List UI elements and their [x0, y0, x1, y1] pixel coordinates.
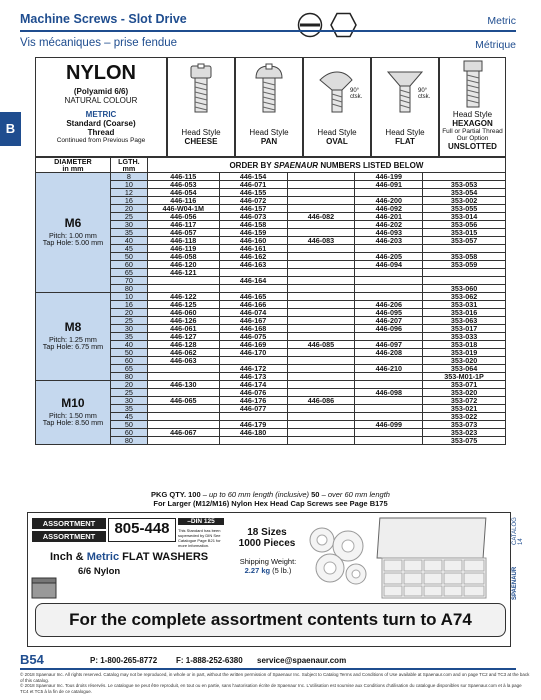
assortment-title: Inch & Metric FLAT WASHERS	[50, 551, 209, 563]
part-number-cell: 446-163	[219, 261, 287, 269]
part-number-table	[35, 157, 506, 445]
head-style-label: Head Style	[452, 110, 493, 119]
part-number-cell: 353-058	[423, 253, 506, 261]
length-cell: 50	[110, 421, 147, 429]
part-number-cell	[355, 285, 423, 293]
product-thread: Standard (Coarse)	[66, 119, 136, 128]
head-style-hexagon	[439, 57, 506, 157]
part-number-cell: 446-060	[147, 309, 219, 317]
part-number-cell: 446-061	[147, 325, 219, 333]
head-style-name: CHEESE	[184, 137, 218, 146]
length-cell: 80	[110, 285, 147, 293]
part-number-cell: 353-021	[423, 405, 506, 413]
size-group-cell	[36, 173, 111, 293]
length-cell: 10	[110, 181, 147, 189]
length-cell: 80	[110, 437, 147, 445]
part-number-cell	[355, 437, 423, 445]
part-number-cell	[287, 349, 355, 357]
part-number-cell: 446-179	[219, 421, 287, 429]
part-number-cell: 446-083	[287, 237, 355, 245]
part-number-cell: 353-063	[423, 317, 506, 325]
length-cell: 60	[110, 261, 147, 269]
length-cell: 50	[110, 253, 147, 261]
part-number-cell: 446-096	[355, 325, 423, 333]
part-number-cell	[287, 429, 355, 437]
part-number-cell: 446-166	[219, 301, 287, 309]
assortment-labels	[32, 518, 106, 542]
part-number-cell: 446-154	[219, 173, 287, 181]
part-number-cell: 446-122	[147, 293, 219, 301]
part-number-cell: 446-076	[219, 389, 287, 397]
head-style-name2: UNSLOTTED	[448, 142, 497, 151]
part-number-cell	[287, 365, 355, 373]
part-number-cell	[287, 261, 355, 269]
part-number-cell: 353-072	[423, 397, 506, 405]
part-number-cell: 446-169	[219, 341, 287, 349]
head-style-oval	[303, 57, 371, 157]
part-number-cell: 446-205	[355, 253, 423, 261]
part-number-cell	[147, 405, 219, 413]
part-number-cell: 446-057	[147, 229, 219, 237]
part-number-cell: 446-170	[219, 349, 287, 357]
length-cell: 10	[110, 293, 147, 301]
length-cell: 50	[110, 349, 147, 357]
metric-label: Metric	[487, 15, 516, 27]
pkg-qty-note: PKG QTY. 100 – up to 60 mm length (inclusive) 50 – over 60 mm length	[151, 490, 390, 499]
part-number-cell	[287, 405, 355, 413]
part-number-cell: 446-125	[147, 301, 219, 309]
part-number-cell	[287, 181, 355, 189]
part-number-cell: 446-097	[355, 341, 423, 349]
page-number: B54	[20, 652, 44, 667]
part-number-cell: 353-022	[423, 413, 506, 421]
header-divider	[20, 30, 516, 32]
part-number-cell: 446-159	[219, 229, 287, 237]
hex-screw-icon	[440, 58, 505, 110]
part-number-cell: 446-092	[355, 205, 423, 213]
part-number-cell	[287, 381, 355, 389]
case-icon	[31, 577, 57, 599]
hex-head-icon	[330, 12, 357, 38]
tap-hole: Tap Hole: 8.50 mm	[42, 417, 104, 427]
part-number-cell: 446-072	[219, 197, 287, 205]
part-number-cell	[287, 189, 355, 197]
length-cell: 40	[110, 341, 147, 349]
product-thread2: Thread	[87, 128, 115, 137]
part-number-cell: 446-162	[219, 253, 287, 261]
part-number-cell	[355, 405, 423, 413]
head-style-name: OVAL	[326, 137, 348, 146]
angle-note: 90° ctsk.	[418, 88, 431, 100]
washer-illustration	[300, 522, 375, 592]
head-style-name: FLAT	[395, 137, 415, 146]
part-number-cell: 353-018	[423, 341, 506, 349]
part-number-cell: 446-157	[219, 205, 287, 213]
head-style-pan	[235, 57, 303, 157]
part-number-cell: 353-075	[423, 437, 506, 445]
part-number-cell: 446-053	[147, 181, 219, 189]
head-style-label: Head Style	[317, 128, 357, 137]
part-number-cell	[147, 365, 219, 373]
part-number-cell	[355, 277, 423, 285]
part-number-cell: 353-019	[423, 349, 506, 357]
part-number-cell	[423, 269, 506, 277]
part-number-cell: 353-033	[423, 333, 506, 341]
head-style-name: HEXAGON	[452, 119, 493, 128]
din-badge: –DIN 125	[178, 518, 224, 525]
part-number-cell	[287, 277, 355, 285]
part-number-cell: 446-200	[355, 197, 423, 205]
product-colour: NATURAL COLOUR	[64, 96, 138, 105]
part-number-cell: 353-014	[423, 213, 506, 221]
part-number-cell	[287, 357, 355, 365]
head-style-flat	[371, 57, 439, 157]
copyright: © 2018 Spaenaur Inc. All rights reserved. Catalog may not be reproduced, in whole or in part, without the written permission of Spaenaur Inc. Subject to Catalog Terms and Conditions of Use available at Spaenaur.com and on page TC2 and TC3 at the back of this catalog. © 2018 Spaenaur Inc. Tous droits réservés. Le catalogue ne peut être reproduit, en tout ou en partie, sans l'autorisation écrite de Spaenaur Inc. L'utilisation est soumise aux Conditions d'utilisation du catalogue disponibles sur Spaenaur.com et à la page TC4 et TC5 à la fin de ce catalogue.	[20, 672, 530, 694]
part-number-cell	[287, 253, 355, 261]
part-number-cell: 446-082	[287, 213, 355, 221]
col-order-by: ORDER BY SPAENAUR NUMBERS LISTED BELOW	[147, 158, 505, 173]
length-cell: 30	[110, 221, 147, 229]
col-diameter: DIAMETER in mm	[36, 158, 111, 173]
angle-note: 90° ctsk.	[350, 88, 363, 100]
head-style-label: Head Style	[385, 128, 425, 137]
part-number-cell: 446-201	[355, 213, 423, 221]
part-number-cell: 353-020	[423, 357, 506, 365]
part-number-cell: 353-073	[423, 421, 506, 429]
brand-label: SPAENAUR	[512, 566, 518, 600]
part-number-cell: 446-058	[147, 253, 219, 261]
pan-screw-icon	[236, 58, 302, 128]
part-number-cell	[355, 373, 423, 381]
continued-note: Continued from Previous Page	[56, 137, 146, 144]
part-number-cell	[287, 413, 355, 421]
part-number-cell	[287, 269, 355, 277]
part-number-cell: 446-165	[219, 293, 287, 301]
length-cell: 40	[110, 237, 147, 245]
part-number-cell	[287, 437, 355, 445]
part-number-cell	[287, 325, 355, 333]
thread-size: M10	[61, 395, 85, 410]
part-number-cell	[287, 245, 355, 253]
part-number-cell: 446-160	[219, 237, 287, 245]
part-number-cell: 353-031	[423, 301, 506, 309]
length-cell: 20	[110, 309, 147, 317]
part-number-cell	[287, 173, 355, 181]
part-number-cell: 446-203	[355, 237, 423, 245]
part-number-cell: 353-054	[423, 189, 506, 197]
size-group-cell	[36, 293, 111, 381]
part-number-cell: 446-121	[147, 269, 219, 277]
part-number-cell: 446-117	[147, 221, 219, 229]
catalog-label: CATALOG 14	[512, 517, 524, 545]
part-number-cell: 446-168	[219, 325, 287, 333]
part-number-cell	[147, 413, 219, 421]
part-number-cell: 353-016	[423, 309, 506, 317]
size-group-cell	[36, 381, 111, 445]
length-cell: 20	[110, 205, 147, 213]
part-number-cell	[147, 437, 219, 445]
pitch: Pitch: 1.50 mm	[48, 410, 97, 420]
part-number-cell: 446-062	[147, 349, 219, 357]
length-cell: 12	[110, 189, 147, 197]
thread-size: M8	[64, 319, 82, 334]
part-number-cell: 353-053	[423, 181, 506, 189]
part-number-cell: 446-167	[219, 317, 287, 325]
fax[interactable]: F: 1-888-252-6380	[176, 656, 243, 665]
hex-note: Full or Partial Thread Our Option	[442, 128, 503, 142]
part-number-cell	[147, 277, 219, 285]
table-row	[36, 173, 506, 181]
part-number-cell: 446-155	[219, 189, 287, 197]
table-header-row	[36, 158, 506, 173]
length-cell: 35	[110, 405, 147, 413]
length-cell: 35	[110, 333, 147, 341]
part-number-cell: 353-060	[423, 285, 506, 293]
part-number-cell: 446-116	[147, 197, 219, 205]
assortment-material: 6/6 Nylon	[78, 566, 121, 577]
product-system: METRIC	[85, 110, 117, 119]
head-style-label: Head Style	[249, 128, 289, 137]
part-number-cell: 446-067	[147, 429, 219, 437]
part-number-cell: 446-085	[287, 341, 355, 349]
part-number-cell: 446-094	[355, 261, 423, 269]
part-number-cell: 446-206	[355, 301, 423, 309]
part-number-cell	[287, 197, 355, 205]
part-number-cell: 446-063	[147, 357, 219, 365]
head-style-name: PAN	[260, 137, 278, 146]
part-number-cell: 353-055	[423, 205, 506, 213]
part-number-cell: 353-017	[423, 325, 506, 333]
length-cell: 60	[110, 357, 147, 365]
part-number-cell: 446-172	[219, 365, 287, 373]
part-number-cell: 446-128	[147, 341, 219, 349]
metric-label-fr: Métrique	[475, 39, 516, 51]
length-cell: 20	[110, 381, 147, 389]
slot-drive-icon	[297, 12, 323, 38]
product-material: (Polyamid 6/6)	[73, 87, 129, 96]
length-cell: 45	[110, 245, 147, 253]
part-number-cell: 446-210	[355, 365, 423, 373]
length-cell: 8	[110, 173, 147, 181]
part-number-cell: 353-002	[423, 197, 506, 205]
part-number-cell: 446-180	[219, 429, 287, 437]
length-cell: 25	[110, 317, 147, 325]
part-number-cell	[355, 429, 423, 437]
length-cell: 65	[110, 365, 147, 373]
part-number-cell: 446-077	[219, 405, 287, 413]
part-number-cell	[287, 373, 355, 381]
assortment-sizes: 18 Sizes 1000 Pieces	[238, 527, 296, 549]
pitch: Pitch: 1.00 mm	[48, 230, 97, 240]
part-number-cell: 446-164	[219, 277, 287, 285]
part-number-cell: 446-207	[355, 317, 423, 325]
part-number-cell	[287, 293, 355, 301]
larger-sizes-note: For Larger (M12/M16) Nylon Hex Head Cap Screws see Page B175	[153, 499, 388, 508]
part-number-cell	[355, 397, 423, 405]
length-cell: 30	[110, 325, 147, 333]
part-number-cell: 446-126	[147, 317, 219, 325]
part-number-cell: 353-064	[423, 365, 506, 373]
part-number-cell: 446-208	[355, 349, 423, 357]
length-cell: 25	[110, 389, 147, 397]
part-number-cell: 446-118	[147, 237, 219, 245]
part-number-cell: 446-086	[287, 397, 355, 405]
assortment-number: 805-448	[108, 518, 176, 542]
part-number-cell	[287, 309, 355, 317]
length-cell: 25	[110, 213, 147, 221]
length-cell: 60	[110, 429, 147, 437]
product-description	[35, 57, 167, 157]
length-cell: 70	[110, 277, 147, 285]
part-number-cell: 446-174	[219, 381, 287, 389]
length-cell: 45	[110, 413, 147, 421]
part-number-cell: 446-173	[219, 373, 287, 381]
shipping-weight: Shipping Weight: 2.27 kg (5 lb.)	[239, 557, 297, 575]
part-number-cell: 353-020	[423, 389, 506, 397]
col-length: LGTH. mm	[110, 158, 147, 173]
part-number-cell	[287, 317, 355, 325]
pitch: Pitch: 1.25 mm	[48, 334, 97, 344]
part-number-cell: 353-015	[423, 229, 506, 237]
part-number-cell: 446-W04-1M	[147, 205, 219, 213]
table-row	[36, 293, 506, 301]
part-number-cell: 446-054	[147, 189, 219, 197]
head-style-label: Head Style	[181, 128, 221, 137]
part-number-cell: 446-099	[355, 421, 423, 429]
section-tab[interactable]: B	[0, 112, 21, 146]
part-number-cell: 446-098	[355, 389, 423, 397]
assortment-case-image	[376, 516, 496, 601]
part-number-cell: 446-158	[219, 221, 287, 229]
assortment-label: ASSORTMENT	[32, 518, 106, 529]
part-number-cell: 446-056	[147, 213, 219, 221]
length-cell: 16	[110, 197, 147, 205]
part-number-cell: 446-202	[355, 221, 423, 229]
part-number-cell: 446-115	[147, 173, 219, 181]
part-number-cell: 446-161	[219, 245, 287, 253]
footer-divider	[20, 668, 516, 670]
tap-hole: Tap Hole: 5.00 mm	[42, 237, 104, 247]
product-name: NYLON	[66, 62, 136, 84]
part-number-cell	[287, 421, 355, 429]
part-number-cell: 446-120	[147, 261, 219, 269]
part-number-cell: 446-176	[219, 397, 287, 405]
part-number-cell: 446-065	[147, 397, 219, 405]
part-number-cell: 446-075	[219, 333, 287, 341]
cheese-screw-icon	[168, 58, 234, 128]
part-number-cell: 446-074	[219, 309, 287, 317]
part-number-cell: 446-091	[355, 181, 423, 189]
phone[interactable]: P: 1-800-265-8772	[90, 656, 158, 665]
email-link[interactable]: service@spaenaur.com	[257, 656, 347, 665]
part-number-cell	[287, 285, 355, 293]
table-row	[36, 381, 506, 389]
length-cell: 30	[110, 397, 147, 405]
part-number-cell: 353-057	[423, 237, 506, 245]
part-number-cell: 446-093	[355, 229, 423, 237]
length-cell: 65	[110, 269, 147, 277]
part-number-cell: 353-062	[423, 293, 506, 301]
part-number-cell: 353-071	[423, 381, 506, 389]
part-number-cell	[287, 221, 355, 229]
length-cell: 35	[110, 229, 147, 237]
head-style-cheese	[167, 57, 235, 157]
assortment-banner[interactable]: For the complete assortment contents turn to A74	[35, 603, 506, 637]
part-number-cell: 446-071	[219, 181, 287, 189]
part-number-cell: 446-127	[147, 333, 219, 341]
part-number-cell: 353-M01-1P	[423, 373, 506, 381]
part-number-cell: 353-056	[423, 221, 506, 229]
page-title: Machine Screws - Slot Drive	[20, 12, 187, 26]
part-number-cell: 446-130	[147, 381, 219, 389]
part-number-cell: 446-073	[219, 213, 287, 221]
part-number-cell: 353-059	[423, 261, 506, 269]
part-number-cell: 446-095	[355, 309, 423, 317]
part-number-cell	[287, 301, 355, 309]
length-cell: 16	[110, 301, 147, 309]
assortment-label-2: ASSORTMENT	[32, 531, 106, 542]
length-cell: 80	[110, 373, 147, 381]
part-number-cell	[219, 437, 287, 445]
din-note: This Standard has been superseded by DIN See Catalogue Page B21 for more information.	[178, 528, 221, 548]
part-number-cell: 446-199	[355, 173, 423, 181]
part-number-cell: 353-023	[423, 429, 506, 437]
part-number-cell	[355, 269, 423, 277]
part-number-cell: 446-119	[147, 245, 219, 253]
tap-hole: Tap Hole: 6.75 mm	[42, 341, 104, 351]
page-subtitle: Vis mécaniques – prise fendue	[20, 37, 178, 49]
thread-size: M6	[64, 215, 82, 230]
